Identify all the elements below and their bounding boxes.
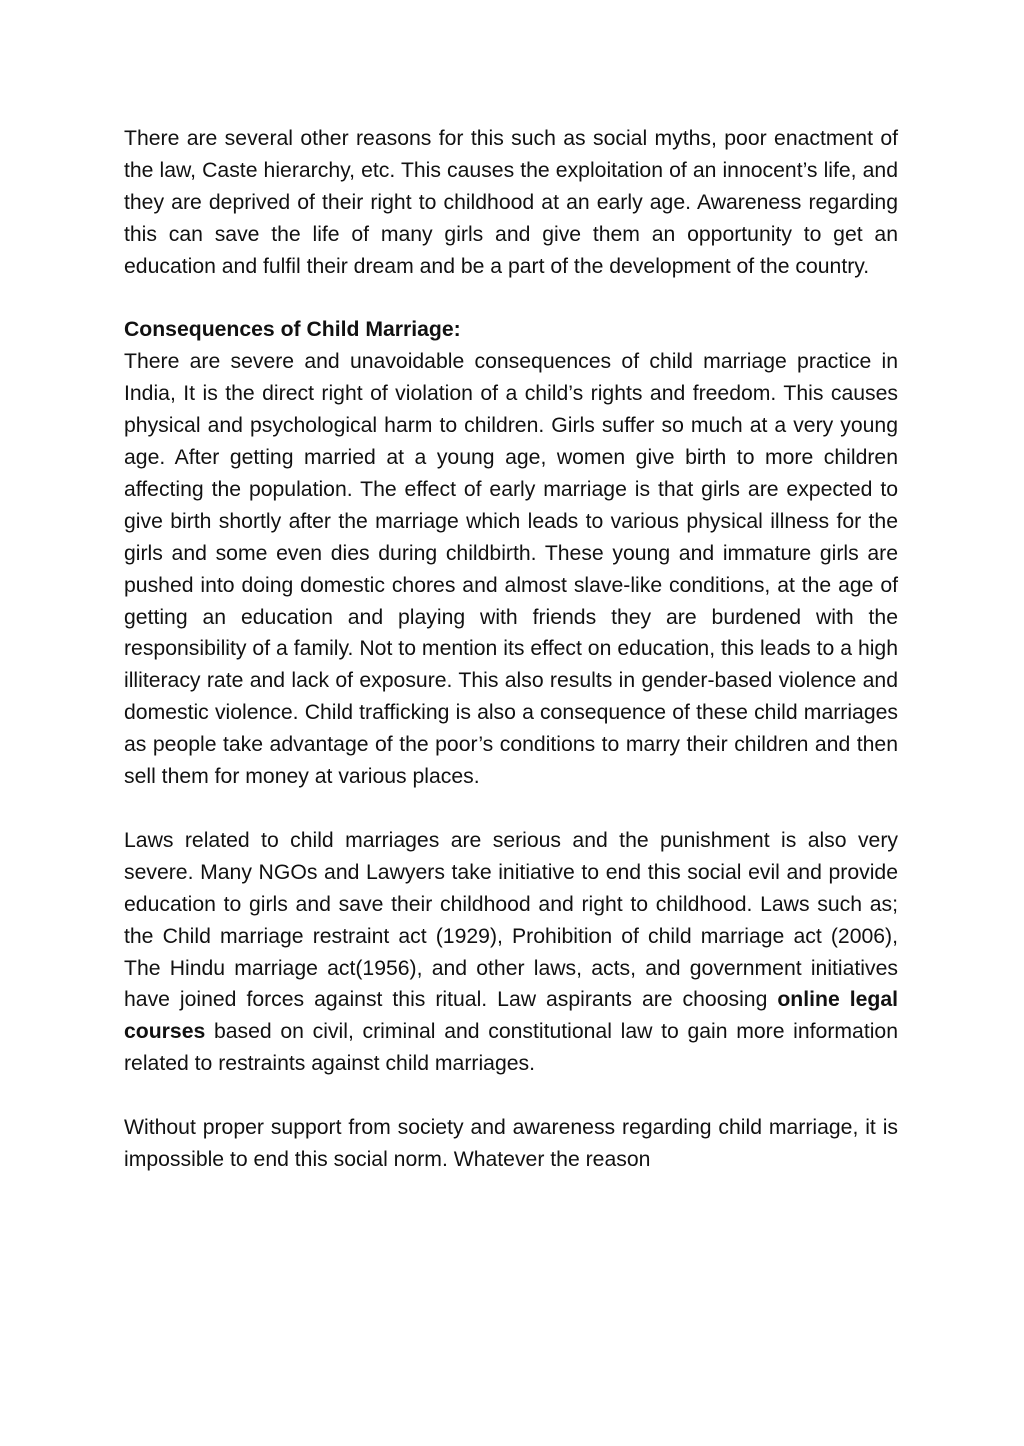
paragraph-spacer: [124, 793, 898, 825]
document-body: [124, 123, 898, 1176]
bold-link-text: online legal courses: [124, 988, 898, 1044]
paragraph-laws-text-start: Laws related to child marriages are serious and the punishment is also very severe. Many NGOs and Lawyers take initiative to end this social evil and provide education to girls and save their childhood and right to childhood. Laws such as; the Child marriage restraint act (1929), Prohibition of child marriage act (2006), The Hindu marriage act(1956), and other laws, acts, and government initiatives have joined forces against this ritual. Law aspirants are choosing: [124, 828, 898, 1012]
paragraph-consequences: There are severe and unavoidable consequences of child marriage practice in India, It is the direct right of violation of a child’s rights and freedom. This causes physical and psychological harm to children. Girls suffer so much at a very young age. After getting married at a young age, women give birth to more children affecting the population. The effect of early marriage is that girls are expected to give birth shortly after the marriage which leads to various physical illness for the girls and some even dies during childbirth. These young and immature girls are pushed into doing domestic chores and almost slave-like conditions, at the age of getting an education and playing with friends they are burdened with the responsibility of a family. Not to mention its effect on education, this leads to a high illiteracy rate and lack of exposure. This also results in gender-based violence and domestic violence. Child trafficking is also a consequence of these child marriages as people take advantage of the poor’s conditions to marry their children and then sell them for money at various places.: [124, 350, 898, 789]
paragraph-spacer: [124, 1080, 898, 1112]
paragraph-other-reasons: There are several other reasons for this such as social myths, poor enactment of the law, Caste hierarchy, etc. This causes the exploitation of an innocent’s life, and they are deprived of their right to childhood at an early age. Awareness regarding this can save the life of many girls and give them an opportunity to get an education and fulfil their dream and be a part of the development of the country.: [124, 127, 898, 278]
heading-consequences: Consequences of Child Marriage:: [124, 318, 461, 342]
paragraph-without-support: Without proper support from society and awareness regarding child marriage, it is impossible to end this social norm. Whatever the reason: [124, 1116, 898, 1171]
paragraph-laws: [124, 825, 898, 1080]
paragraph-spacer: [124, 283, 898, 315]
paragraph-laws-text-end: based on civil, criminal and constitutional law to gain more information related to restraints against child marriages.: [124, 1020, 898, 1076]
